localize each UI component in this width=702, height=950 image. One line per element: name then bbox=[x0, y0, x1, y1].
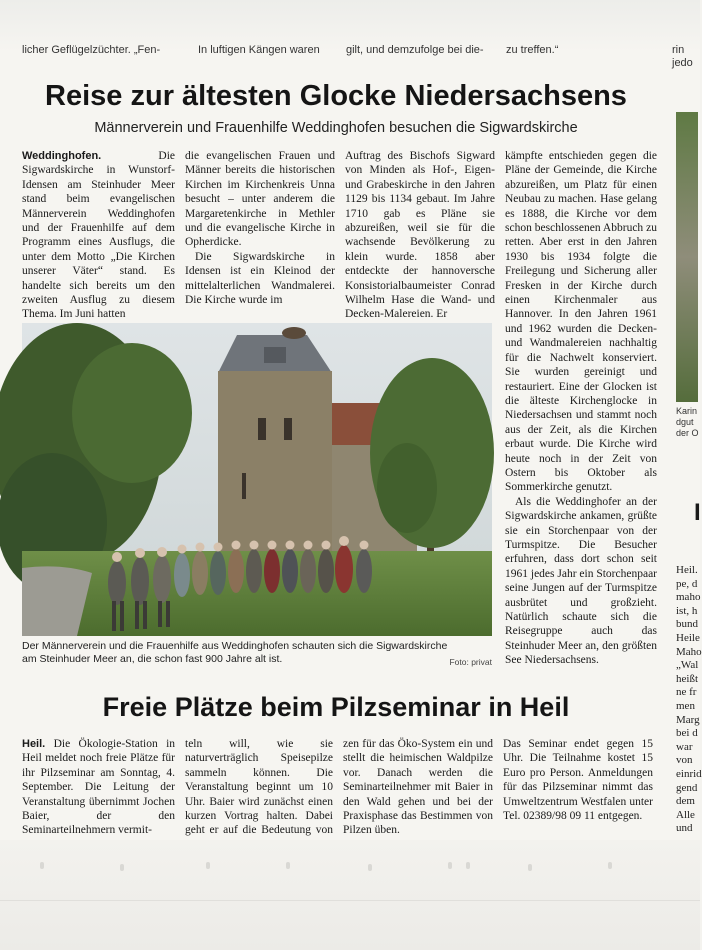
article2-column-1 bbox=[22, 737, 175, 838]
article2-headline: Freie Plätze beim Pilzseminar in Heil bbox=[102, 692, 570, 722]
article2-column-4 bbox=[503, 737, 653, 823]
article1-col3-text: Auftrag des Bischofs Sigward von Minden als Hof-, Eigen- und Grabeskirche in den Jahren 1129 bis 1134 gebaut. Im Jahre 1710 gab es Pläne sie abzureißen, weil sie für die wachsende Bevölkerung zu klein wurde. 1858 aber entdeckte der hannoversche Konsistorialbaumeister Conrad Wilhelm Hase die Wand- und Decken-Malereien. Er bbox=[345, 150, 495, 321]
article2-col2-text: teln will, wie sie naturverträglich Speisepilze sammeln können. Die Veranstaltung beginnt um 10 Uhr. Baier wird zunächst einen kurzen Vortrag halten. Dabei geht er auf die Bedeutung von bbox=[185, 738, 333, 837]
perforation-mark bbox=[40, 862, 44, 869]
article2-col4-text: Das Seminar endet gegen 15 Uhr. Die Teilnahme kostet 15 Euro pro Person. Anmeldungen für das Pilzseminar nimmt das Umweltzentrum Westfalen unter Tel. 02389/98 09 11 entgegen. bbox=[503, 738, 653, 823]
top-fragment-1: licher Geflügelzüchter. „Fen- bbox=[22, 44, 161, 56]
article1-col4-p1: kämpfte entschieden gegen die Pläne der Gemeinde, die Kirche abzureißen, um Platz für einen Neubau zu machen. Hase gelang es 1888, die Kirche vor dem schon beschlossenen Abbruch zu retten. Aber erst in den Jahren 1930 bis 1934 folgte die Freilegung und Sicherung aller Fresken in der Kirche durch einen Kirchenmaler aus Hannover. In den Jahren 1961 und 1962 wurden die Decken- und Wandmalereien nachhaltig für die Nachwelt konserviert. Sie wurden gereinigt und restauriert. Eine der Glocken ist die älteste Kirchenglocke in Niedersachsen und stammt noch aus der Zeit, als die Kirchen erbaut wurde. Die Kirche wird heute noch in der Zeit von Ostern bis Oktober als Sommerkirche genutzt. bbox=[505, 150, 657, 494]
article2-col3-text: zen für das Öko-System ein und stellt die heimischen Waldpilze vor. Danach werden die Seminarteilnehmer mit Baier in den Wald gehen und bei der Praxisphase das Bestimmen von Pilzen üben. bbox=[343, 738, 493, 837]
article1-col2-p1: die evangelischen Frauen und Männer bereits die historischen Kirchen im Kirchenkreis Unna besucht – unter anderem die Margaretenkirche in Methler und die evangelische Kirche in Opherdicke. bbox=[185, 150, 335, 249]
perforation-mark bbox=[368, 864, 372, 871]
perforation-mark bbox=[120, 864, 124, 871]
top-fragment-2: In luftigen Kängen waren bbox=[198, 44, 320, 56]
article1-col2-p2: Die Sigwardskirche in Idensen ist ein Kleinod der mittelalterlichen Wandmalerei. Die Kirche wurde im bbox=[185, 250, 335, 307]
article1-col4-p2: Als die Weddinghofer an der Sigwardskirche ankamen, grüßte sie ein Storchenpaar von der Turmspitze. Die Besucher erfuhren, dass dort schon seit 1961 jedes Jahr ein Storchenpaar seine Jungen auf der Turmspitze ausbrütet und großzieht. Natürlich schaute sich die Reisegruppe auch das Steinhuder Meer an, den größten See Niedersachsens. bbox=[505, 495, 658, 667]
article2-dateline: Heil. bbox=[22, 738, 46, 750]
article1-column-2 bbox=[185, 149, 335, 307]
strip-body-text: Heil. pe, d maho ist, h bund Heile Maho „Wal heißt ne fr men Marg bei d war von einrid gend dem Alle und bbox=[676, 564, 702, 835]
perforation-mark bbox=[466, 862, 470, 869]
strip-photo bbox=[676, 112, 698, 402]
article1-column-1 bbox=[22, 149, 175, 322]
article2-column-2 bbox=[185, 737, 333, 852]
article2-column-3 bbox=[343, 737, 493, 838]
photo-credit: Foto: privat bbox=[449, 657, 492, 667]
top-fragment-3: gilt, und demzufolge bei die- bbox=[346, 44, 484, 56]
strip-headline-initial: I bbox=[694, 499, 701, 526]
photo-caption: Der Männerverein und die Frauenhilfe aus Weddinghofen schauten sich die Sigwardskirche am Steinhuder Meer an, die schon fast 900 Jahre alt ist. bbox=[22, 640, 448, 665]
fold-line bbox=[0, 900, 700, 901]
top-fragment-4: zu treffen.“ bbox=[506, 44, 559, 56]
perforation-mark bbox=[286, 862, 290, 869]
article1-column-3 bbox=[345, 149, 495, 322]
strip-top-text: rin jedo bbox=[672, 44, 693, 69]
church-group-photo bbox=[22, 323, 492, 636]
page-bottom-fold bbox=[0, 840, 700, 950]
strip-caption: Karin dgut der O bbox=[676, 406, 699, 438]
article1-column-4 bbox=[505, 149, 657, 668]
neighbouring-article-strip bbox=[672, 44, 700, 844]
perforation-mark bbox=[608, 862, 612, 869]
perforation-mark bbox=[528, 864, 532, 871]
article2-col1-text: Die Ökologie-Station in Heil meldet noch freie Plätze für ihr Pilzseminar am Sonntag, 4. September. Die Leitung der Veranstaltung übernimmt Jochen Baier, der den Seminarteilnehmern vermit- bbox=[22, 738, 176, 837]
article1-subheadline: Männerverein und Frauenhilfe Weddinghofen besuchen die Sigwardskirche bbox=[94, 120, 578, 136]
article1-col1-text: Die Sigwardskirche in Wunstorf-Idensen am Steinhuder Meer stand beim evangelischen Männerverein Weddinghofen und der Frauenhilfe auf dem Programm eines Ausflugs, die unter dem Motto „Die Kirchen unserer Väter“ stand. Es handelte sich bereits um den zweiten Ausflug zu diesem Thema. Im Juni hatten bbox=[22, 150, 175, 321]
article1-headline: Reise zur ältesten Glocke Niedersachsens bbox=[45, 80, 627, 112]
article1-dateline: Weddinghofen. bbox=[22, 150, 102, 162]
perforation-mark bbox=[206, 862, 210, 869]
perforation-mark bbox=[448, 862, 452, 869]
